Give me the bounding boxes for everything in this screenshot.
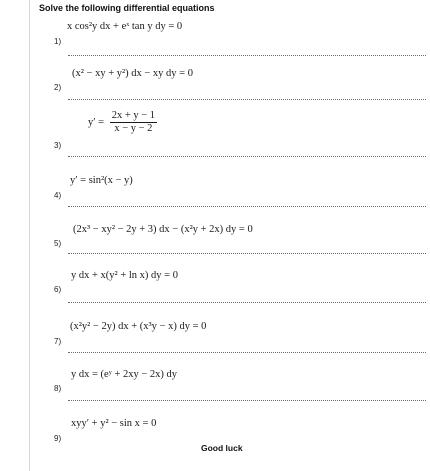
equation-1: x cos²y dx + eˣ tan y dy = 0 [67, 21, 183, 32]
equation-4: y′ = sin²(x − y) [70, 175, 133, 186]
separator-line [68, 400, 426, 401]
problem-number-6: 6) [54, 285, 62, 294]
problem-number-1: 1) [54, 37, 62, 46]
separator-line [68, 253, 426, 254]
problem-number-8: 8) [54, 384, 62, 393]
equation-9: xyy′ + y² − sin x = 0 [71, 418, 157, 429]
equation-3-lhs: y′ = [88, 116, 105, 128]
equation-5: (2x³ − xy² − 2y + 3) dx − (x²y + 2x) dy = 0 [73, 224, 253, 235]
equation-6: y dx + x(y² + ln x) dy = 0 [71, 270, 178, 281]
closing-text: Good luck [201, 443, 243, 453]
separator-line [68, 352, 426, 353]
equation-3-denominator: x − y − 2 [114, 123, 153, 134]
separator-line [68, 55, 426, 56]
separator-line [68, 156, 426, 157]
separator-line [68, 302, 426, 303]
equation-7: (x²y² − 2y) dx + (x³y − x) dy = 0 [70, 321, 207, 332]
equation-3-numerator: 2x + y − 1 [111, 110, 156, 121]
equation-3 [88, 110, 157, 135]
separator-line [68, 99, 426, 100]
page-title: Solve the following differential equations [39, 3, 215, 13]
problem-number-9: 9) [54, 434, 62, 443]
problem-number-2: 2) [54, 83, 62, 92]
problem-number-3: 3) [54, 141, 62, 150]
problem-number-4: 4) [54, 191, 62, 200]
problem-number-7: 7) [54, 337, 62, 346]
equation-8: y dx = (eʸ + 2xy − 2x) dy [71, 369, 178, 380]
worksheet-page [29, 0, 428, 471]
equation-2: (x² − xy + y²) dx − xy dy = 0 [72, 68, 193, 79]
problem-number-5: 5) [54, 239, 62, 248]
equation-3-fraction [110, 110, 157, 135]
separator-line [68, 206, 426, 207]
